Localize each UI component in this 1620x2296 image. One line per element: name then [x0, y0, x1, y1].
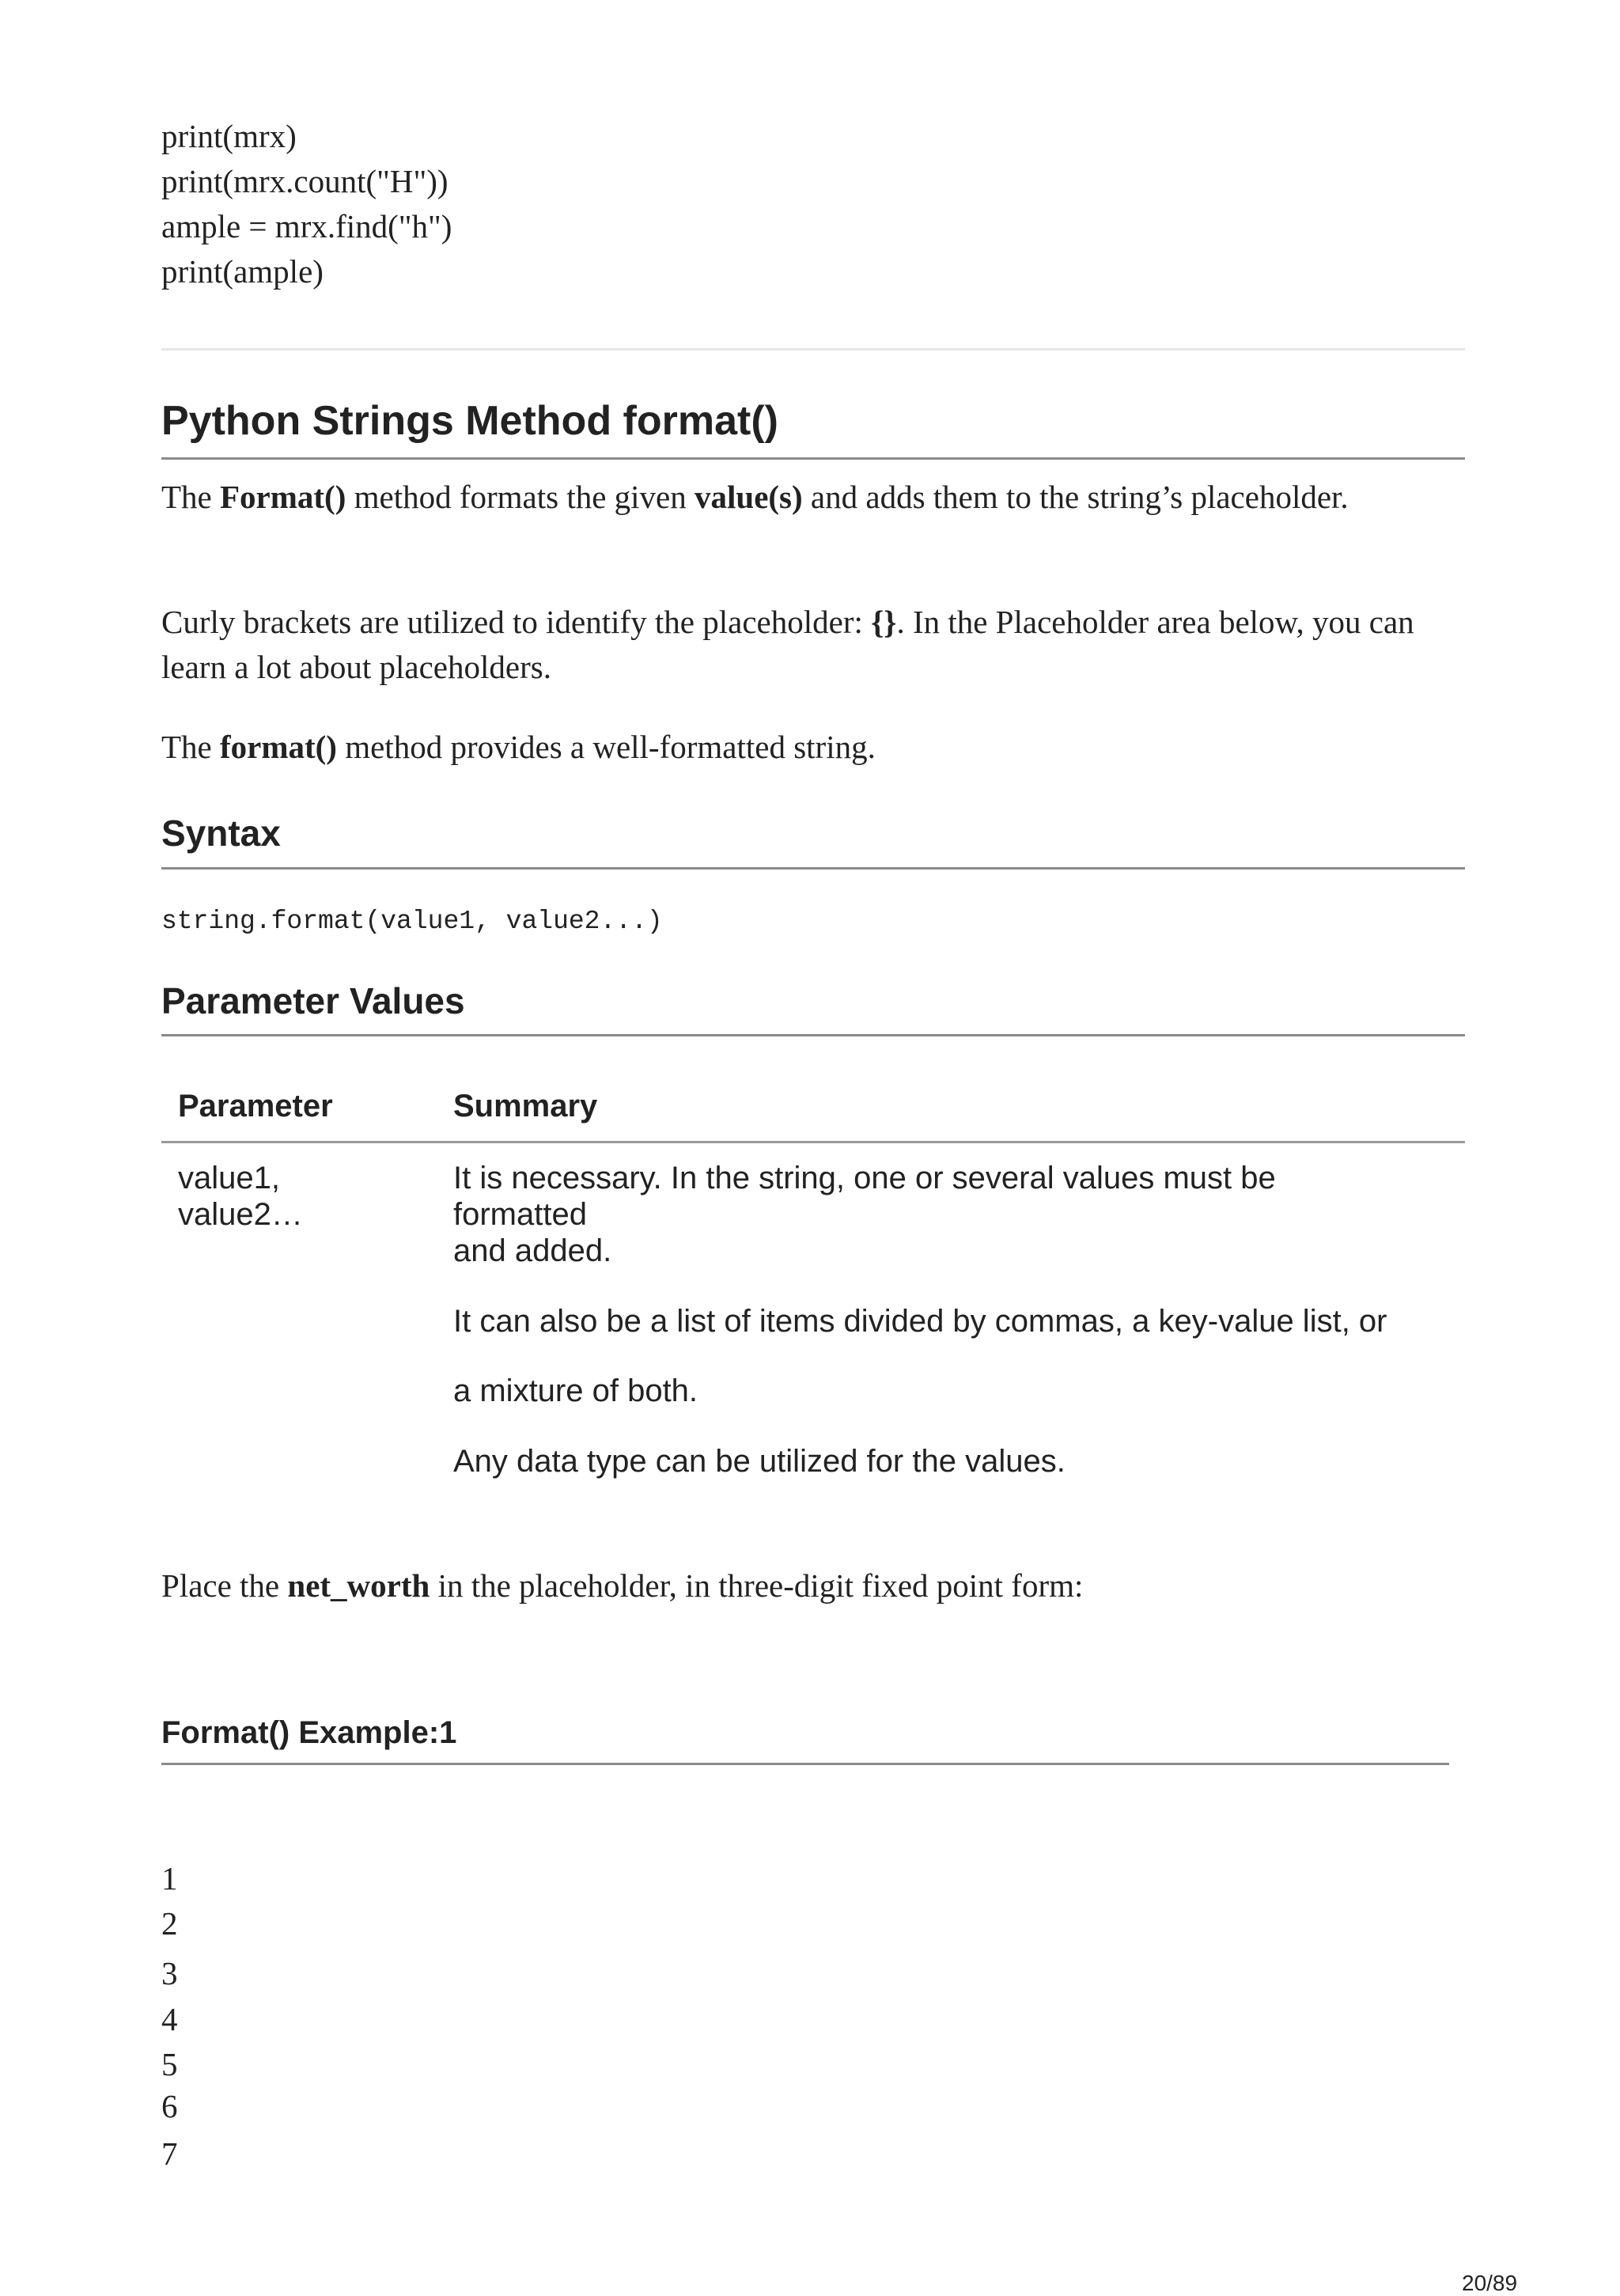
title-underline — [161, 457, 1465, 460]
summary-line-2: formatted — [453, 1197, 587, 1232]
text: Place the — [161, 1567, 288, 1604]
line-number: 1 — [161, 1860, 178, 1896]
syntax-code: string.format(value1, value2...) — [161, 907, 663, 936]
example-heading: Format() Example:1 — [161, 1715, 457, 1750]
line-number: 7 — [161, 2135, 178, 2172]
summary-line-1: It is necessary. In the string, one or several values must be — [453, 1161, 1276, 1195]
text: in the placeholder, in three-digit fixed point form: — [430, 1567, 1084, 1604]
column-header-summary: Summary — [453, 1089, 598, 1123]
text: and adds them to the string’s placeholder. — [802, 479, 1349, 515]
column-header-parameter: Parameter — [178, 1089, 333, 1123]
table-header-rule — [161, 1141, 1465, 1143]
bold-text: value(s) — [695, 479, 803, 515]
parameter-values-heading: Parameter Values — [161, 980, 465, 1021]
summary-line-5: a mixture of both. — [453, 1373, 698, 1408]
text: The — [161, 729, 220, 765]
intro-paragraph-1 — [161, 475, 1474, 520]
bold-text: format() — [220, 729, 337, 765]
summary-line-6: Any data type can be utilized for the values. — [453, 1444, 1065, 1479]
code-line: print(mrx.count("H")) — [161, 163, 449, 199]
line-number: 3 — [161, 1955, 178, 1991]
code-line: print(mrx) — [161, 118, 297, 154]
text: method provides a well-formatted string. — [336, 729, 876, 765]
syntax-heading: Syntax — [161, 813, 281, 854]
summary-line-3: and added. — [453, 1233, 612, 1268]
bold-text: {} — [871, 604, 897, 640]
section-title: Python Strings Method format() — [161, 398, 778, 444]
syntax-underline — [161, 867, 1465, 870]
code-line: ample = mrx.find("h") — [161, 208, 452, 244]
intro-paragraph-2 — [161, 600, 1474, 690]
code-line: print(ample) — [161, 253, 324, 290]
text: . In the Placeholder area below, you can learn a lot about placeholders. — [161, 604, 1414, 685]
bold-text: Format() — [220, 479, 346, 515]
parameter-values-underline — [161, 1034, 1465, 1036]
line-number: 4 — [161, 2001, 178, 2037]
text: Curly brackets are utilized to identify the placeholder: — [161, 604, 872, 640]
param-name-line-2: value2… — [178, 1197, 303, 1232]
text: method formats the given — [346, 479, 695, 515]
example-underline — [161, 1763, 1449, 1765]
line-number: 5 — [161, 2046, 178, 2082]
bold-text: net_worth — [287, 1567, 430, 1604]
page-number: 20/89 — [1462, 2271, 1518, 2295]
top-code-block — [161, 114, 452, 294]
intro-paragraph-3 — [161, 725, 1474, 770]
param-name-line-1: value1, — [178, 1161, 280, 1195]
summary-line-4: It can also be a list of items divided by commas, a key-value list, or — [453, 1304, 1387, 1339]
line-number: 6 — [161, 2088, 178, 2124]
text: The — [161, 479, 220, 515]
section-separator — [161, 348, 1465, 350]
placeholder-paragraph — [161, 1563, 1474, 1608]
line-number: 2 — [161, 1905, 178, 1942]
